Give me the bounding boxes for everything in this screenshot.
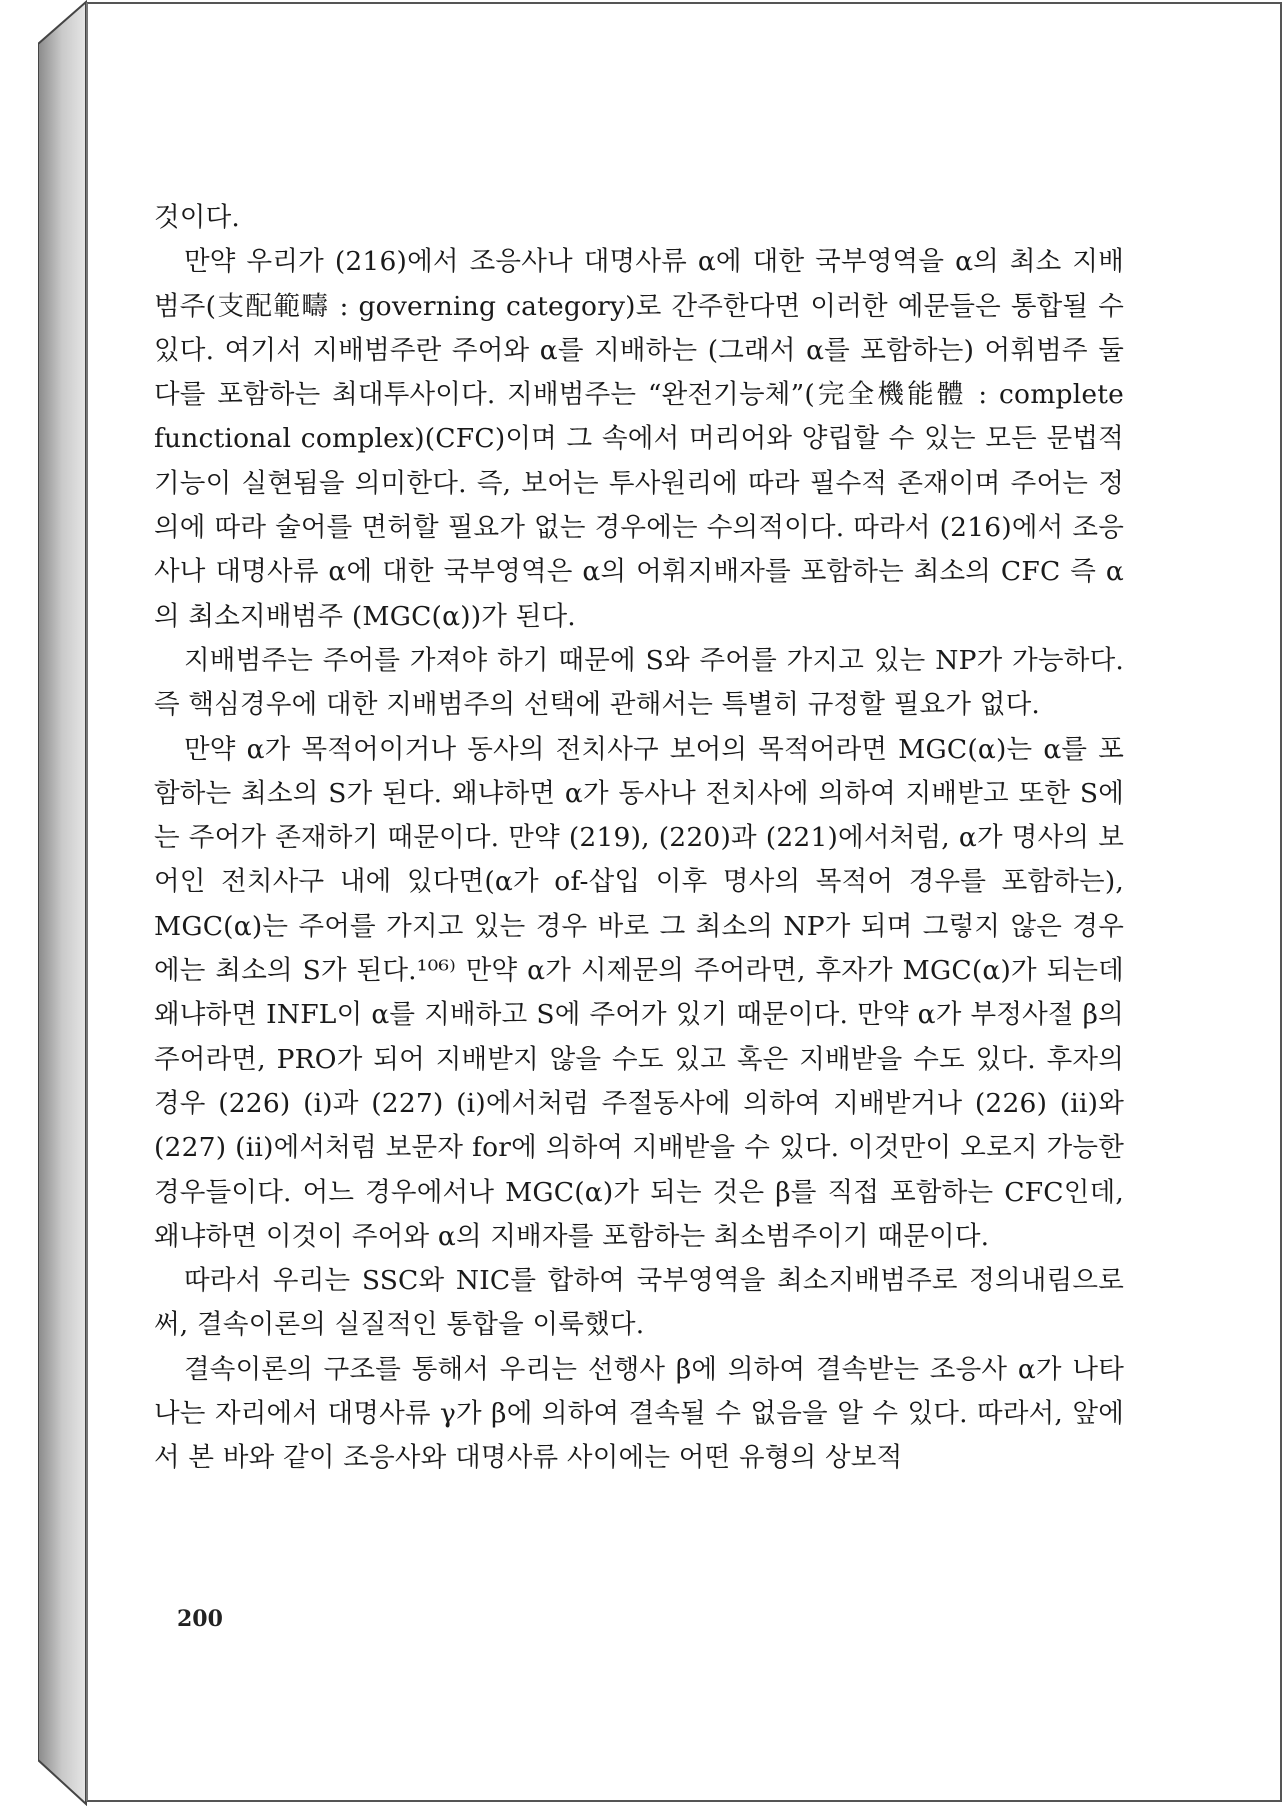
paragraph-subject-requirement: 지배범주는 주어를 가져야 하기 때문에 S와 주어를 가지고 있는 NP가 가능하다. 즉 핵심경우에 대한 지배범주의 선택에 관해서는 특별히 규정할 필요가 없다. — [154, 644, 1124, 721]
page-text — [154, 196, 1124, 1481]
paragraph-continuation: 것이다. — [154, 202, 241, 233]
page-number: 200 — [177, 1606, 223, 1632]
book-spine — [38, 0, 88, 1806]
paragraph-mgc-cases: 만약 α가 목적어이거나 동사의 전치사구 보어의 목적어라면 MGC(α)는 α를 포함하는 최소의 S가 된다. 왜냐하면 α가 동사나 전치사에 의하여 지배받고 또한 S에는 주어가 존재하기 때문이다. 만약 (219), (220)과 (221)에서처럼, α가 명사의 보어인 전치사구 내에 있다면(α가 of-삽입 이후 명사의 목적어 경우를 포함하는), MGC(α)는 주어를 가지고 있는 경우 바로 그 최소의 NP가 되며 그렇지 않은 경우에는 최소의 S가 된다.¹⁰⁶⁾ 만약 α가 시제문의 주어라면, 후자가 MGC(α)가 되는데 왜냐하면 INFL이 α를 지배하고 S에 주어가 있기 때문이다. 만약 α가 부정사절 β의 주어라면, PRO가 되어 지배받지 않을 수도 있고 혹은 지배받을 수도 있다. 후자의 경우 (226) (i)과 (227) (i)에서처럼 주절동사에 의하여 지배받거나 (226) (ii)와 (227) (ii)에서처럼 보문자 for에 의하여 지배받을 수 있다. 이것만이 오로지 가능한 경우들이다. 어느 경우에서나 MGC(α)가 되는 것은 β를 직접 포함하는 CFC인데, 왜냐하면 이것이 주어와 α의 지배자를 포함하는 최소범주이기 때문이다. — [154, 733, 1124, 1252]
paragraph-unification: 따라서 우리는 SSC와 NIC를 합하여 국부영역을 최소지배범주로 정의내림으로써, 결속이론의 실질적인 통합을 이룩했다. — [154, 1265, 1124, 1341]
paragraph-complementarity: 결속이론의 구조를 통해서 우리는 선행사 β에 의하여 결속받는 조응사 α가 나타나는 자리에서 대명사류 γ가 β에 의하여 결속될 수 없음을 알 수 있다. 따라서, 앞에서 본 바와 같이 조응사와 대명사류 사이에는 어떤 유형의 상보적 — [154, 1353, 1124, 1474]
paragraph-governing-category: 만약 우리가 (216)에서 조응사나 대명사류 α에 대한 국부영역을 α의 최소 지배범주(支配範疇 : governing category)로 간주한다면 이러한 예문들은 통합될 수 있다. 여기서 지배범주란 주어와 α를 지배하는 (그래서 α를 포함하는) 어휘범주 둘 다를 포함하는 최대투사이다. 지배범주는 “완전기능체”(完全機能體 : complete functional complex)(CFC)이며 그 속에서 머리어와 양립할 수 있는 모든 문법적 기능이 실현됨을 의미한다. 즉, 보어는 투사원리에 따라 필수적 존재이며 주어는 정의에 따라 술어를 면허할 필요가 없는 경우에는 수의적이다. 따라서 (216)에서 조응사나 대명사류 α에 대한 국부영역은 α의 어휘지배자를 포함하는 최소의 CFC 즉 α의 최소지배범주 (MGC(α))가 된다. — [154, 246, 1124, 632]
